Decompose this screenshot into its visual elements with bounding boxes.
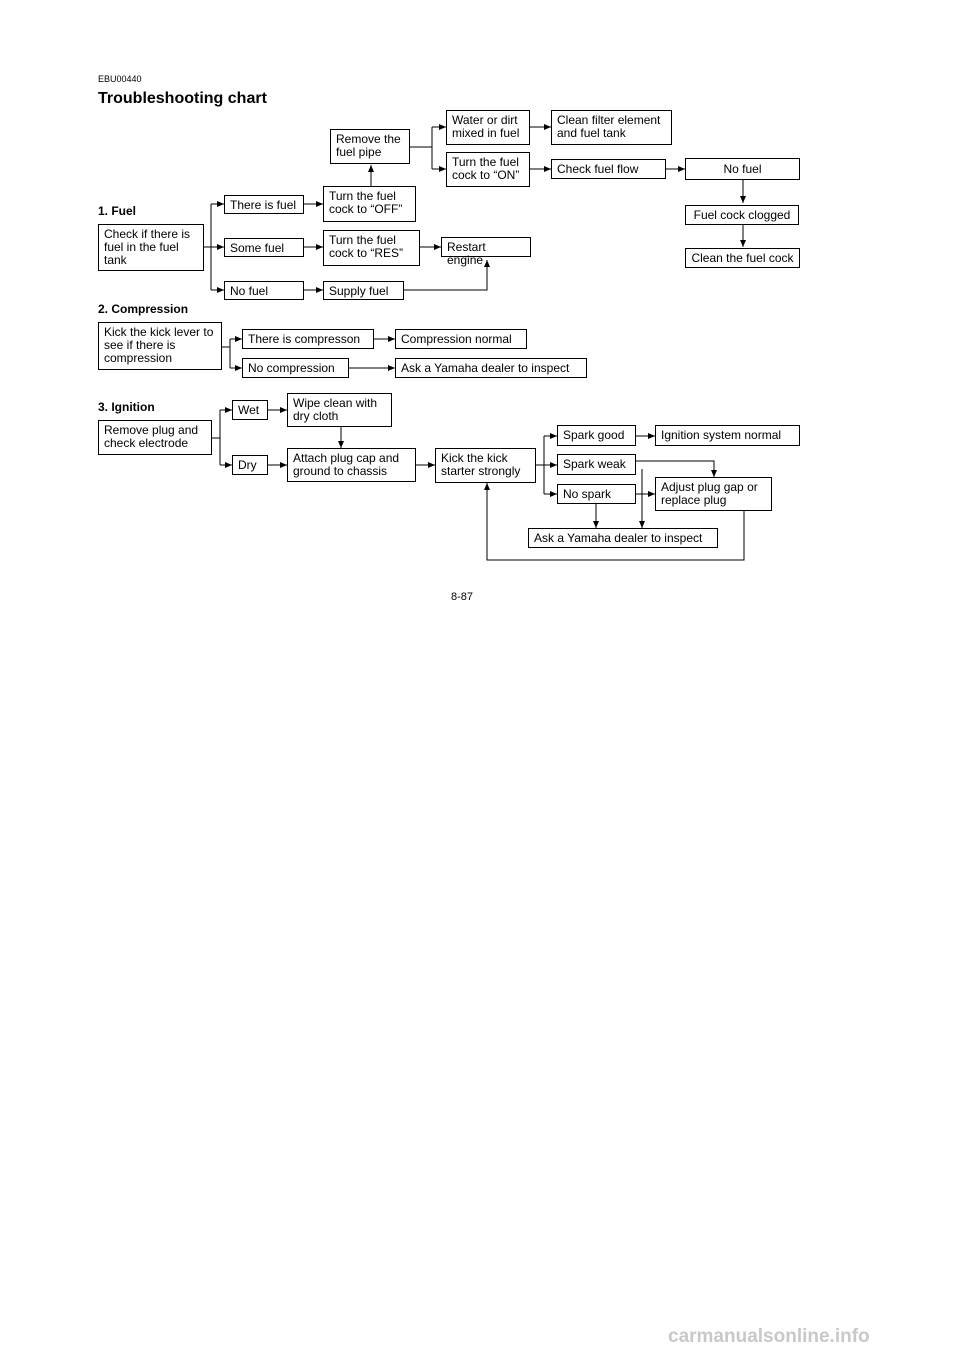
remove-plug-box: Remove plug and check electrode (98, 420, 212, 455)
no-compression-box: No compression (242, 358, 349, 378)
turn-cock-off-box: Turn the fuel cock to “OFF” (323, 186, 416, 222)
spark-weak-box: Spark weak (557, 454, 636, 475)
ignition-system-normal-box: Ignition system normal (655, 425, 800, 446)
clean-fuel-cock-box: Clean the fuel cock (685, 248, 800, 268)
ask-dealer-ignition-box: Ask a Yamaha dealer to inspect (528, 528, 718, 548)
ask-dealer-compression-box: Ask a Yamaha dealer to inspect (395, 358, 587, 378)
check-fuel-box: Check if there is fuel in the fuel tank (98, 224, 204, 271)
remove-fuel-pipe-box: Remove the fuel pipe (330, 129, 410, 164)
supply-fuel-box: Supply fuel (323, 281, 404, 300)
section-title-fuel: 1. Fuel (98, 204, 137, 218)
no-spark-box: No spark (557, 484, 636, 504)
section-title-compression: 2. Compression (98, 302, 189, 316)
compression-normal-box: Compression normal (395, 329, 527, 349)
fuel-cock-clogged-box: Fuel cock clogged (685, 205, 799, 225)
wipe-clean-box: Wipe clean with dry cloth (287, 393, 392, 427)
spark-good-box: Spark good (557, 425, 636, 446)
no-fuel-result-box: No fuel (685, 158, 800, 180)
attach-plug-cap-box: Attach plug cap and ground to chassis (287, 448, 416, 482)
kick-starter-box: Kick the kick starter strongly (435, 448, 536, 483)
page-title: Troubleshooting chart (98, 90, 267, 107)
section-title-ignition: 3. Ignition (98, 400, 155, 414)
restart-engine-box: Restart engine (441, 237, 531, 257)
check-fuel-flow-box: Check fuel flow (551, 159, 666, 179)
some-fuel-box: Some fuel (224, 238, 304, 257)
there-is-fuel-box: There is fuel (224, 195, 304, 214)
document-code: EBU00440 (98, 74, 142, 84)
no-fuel-box: No fuel (224, 281, 304, 300)
water-dirt-box: Water or dirt mixed in fuel (446, 110, 530, 145)
turn-cock-on-box: Turn the fuel cock to “ON” (446, 152, 530, 187)
clean-filter-box: Clean filter element and fuel tank (551, 110, 672, 145)
dry-box: Dry (232, 455, 268, 475)
page-number: 8-87 (451, 591, 474, 603)
wet-box: Wet (232, 400, 268, 420)
adjust-plug-box: Adjust plug gap or replace plug (655, 477, 772, 511)
there-is-compression-box: There is compresson (242, 329, 374, 349)
kick-lever-check-box: Kick the kick lever to see if there is compression (98, 322, 222, 370)
turn-cock-res-box: Turn the fuel cock to “RES” (323, 230, 420, 266)
watermark: carmanualsonline.info (668, 1326, 870, 1347)
